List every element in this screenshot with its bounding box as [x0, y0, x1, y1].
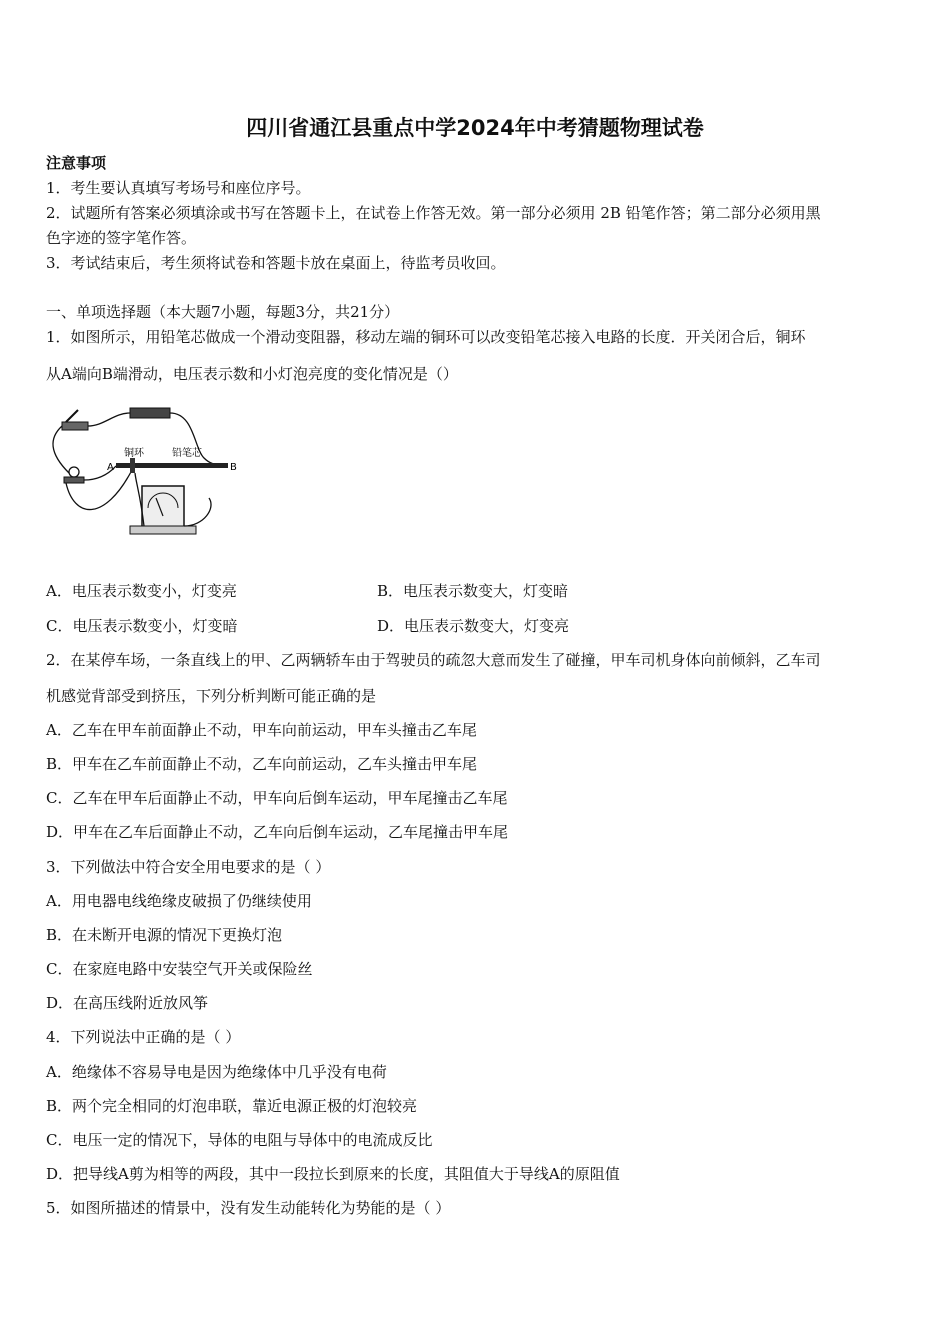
- q4-option-d: D．把导线A剪为相等的两段，其中一段拉长到原来的长度，其阻值大于导线A的原阻值: [46, 1165, 620, 1183]
- circuit-figure: [44, 398, 244, 548]
- label-b: B: [230, 462, 237, 473]
- lamp-bulb: [69, 467, 79, 477]
- switch-lever: [66, 410, 78, 422]
- question-5-text: 5．如图所描述的情景中，没有发生动能转化为势能的是（ ）: [46, 1199, 451, 1217]
- question-3-text: 3．下列做法中符合安全用电要求的是（ ）: [46, 858, 331, 876]
- page-title: 四川省通江县重点中学2024年中考猜题物理试卷: [246, 116, 704, 140]
- label-ring: 铜环: [124, 448, 144, 459]
- voltmeter-base: [130, 526, 196, 534]
- circuit-diagram: [44, 398, 244, 548]
- lamp-base: [64, 477, 84, 483]
- notice-item: 色字迹的签字笔作答。: [46, 229, 197, 247]
- question-1-text: 1．如图所示，用铅笔芯做成一个滑动变阻器，移动左端的铜环可以改变铅笔芯接入电路的长度．开关闭合后，铜环: [46, 328, 806, 346]
- q3-option-b: B．在未断开电源的情况下更换灯泡: [46, 926, 283, 944]
- question-2-text: 机感觉背部受到挤压，下列分析判断可能正确的是: [46, 687, 377, 705]
- copper-ring: [130, 458, 135, 473]
- q2-option-b: B．甲车在乙车前面静止不动，乙车向前运动，乙车头撞击甲车尾: [46, 755, 478, 773]
- wire: [88, 413, 130, 426]
- q3-option-d: D．在高压线附近放风筝: [46, 994, 209, 1012]
- label-core: 铅笔芯: [172, 448, 202, 459]
- switch-base: [62, 422, 88, 430]
- notice-item: 1．考生要认真填写考场号和座位序号。: [46, 179, 311, 197]
- q2-option-d: D．甲车在乙车后面静止不动，乙车向后倒车运动，乙车尾撞击甲车尾: [46, 823, 509, 841]
- notice-heading: 注意事项: [46, 154, 107, 172]
- notice-item: 3．考试结束后，考生须将试卷和答题卡放在桌面上，待监考员收回。: [46, 254, 506, 272]
- label-a: A: [107, 462, 114, 473]
- q1-option-c: C．电压表示数变小，灯变暗: [46, 617, 238, 635]
- q1-option-d: D．电压表示数变大，灯变亮: [377, 617, 570, 635]
- q1-option-a: A．电压表示数变小，灯变亮: [46, 582, 237, 600]
- battery: [130, 408, 170, 418]
- question-1-text: 从A端向B端滑动，电压表示数和小灯泡亮度的变化情况是（）: [46, 365, 458, 383]
- question-2-text: 2．在某停车场，一条直线上的甲、乙两辆轿车由于驾驶员的疏忽大意而发生了碰撞，甲车司机身体向前倾斜，乙车司: [46, 651, 821, 669]
- wire: [53, 426, 69, 473]
- q2-option-a: A．乙车在甲车前面静止不动，甲车向前运动，甲车头撞击乙车尾: [46, 721, 477, 739]
- q3-option-c: C．在家庭电路中安装空气开关或保险丝: [46, 960, 313, 978]
- q4-option-b: B．两个完全相同的灯泡串联，靠近电源正极的灯泡较亮: [46, 1097, 418, 1115]
- q3-option-a: A．用电器电线绝缘皮破损了仍继续使用: [46, 892, 312, 910]
- q4-option-a: A．绝缘体不容易导电是因为绝缘体中几乎没有电荷: [46, 1063, 387, 1081]
- wire: [184, 498, 211, 526]
- question-4-text: 4．下列说法中正确的是（ ）: [46, 1028, 241, 1046]
- section-heading: 一、单项选择题（本大题7小题，每题3分，共21分）: [46, 303, 400, 321]
- q4-option-c: C．电压一定的情况下，导体的电阻与导体中的电流成反比: [46, 1131, 433, 1149]
- notice-item: 2．试题所有答案必须填涂或书写在答题卡上，在试卷上作答无效。第一部分必须用 2B 铅笔作答；第二部分必须用黑: [46, 204, 821, 222]
- q2-option-c: C．乙车在甲车后面静止不动，甲车向后倒车运动，甲车尾撞击乙车尾: [46, 789, 508, 807]
- q1-option-b: B．电压表示数变大，灯变暗: [377, 582, 569, 600]
